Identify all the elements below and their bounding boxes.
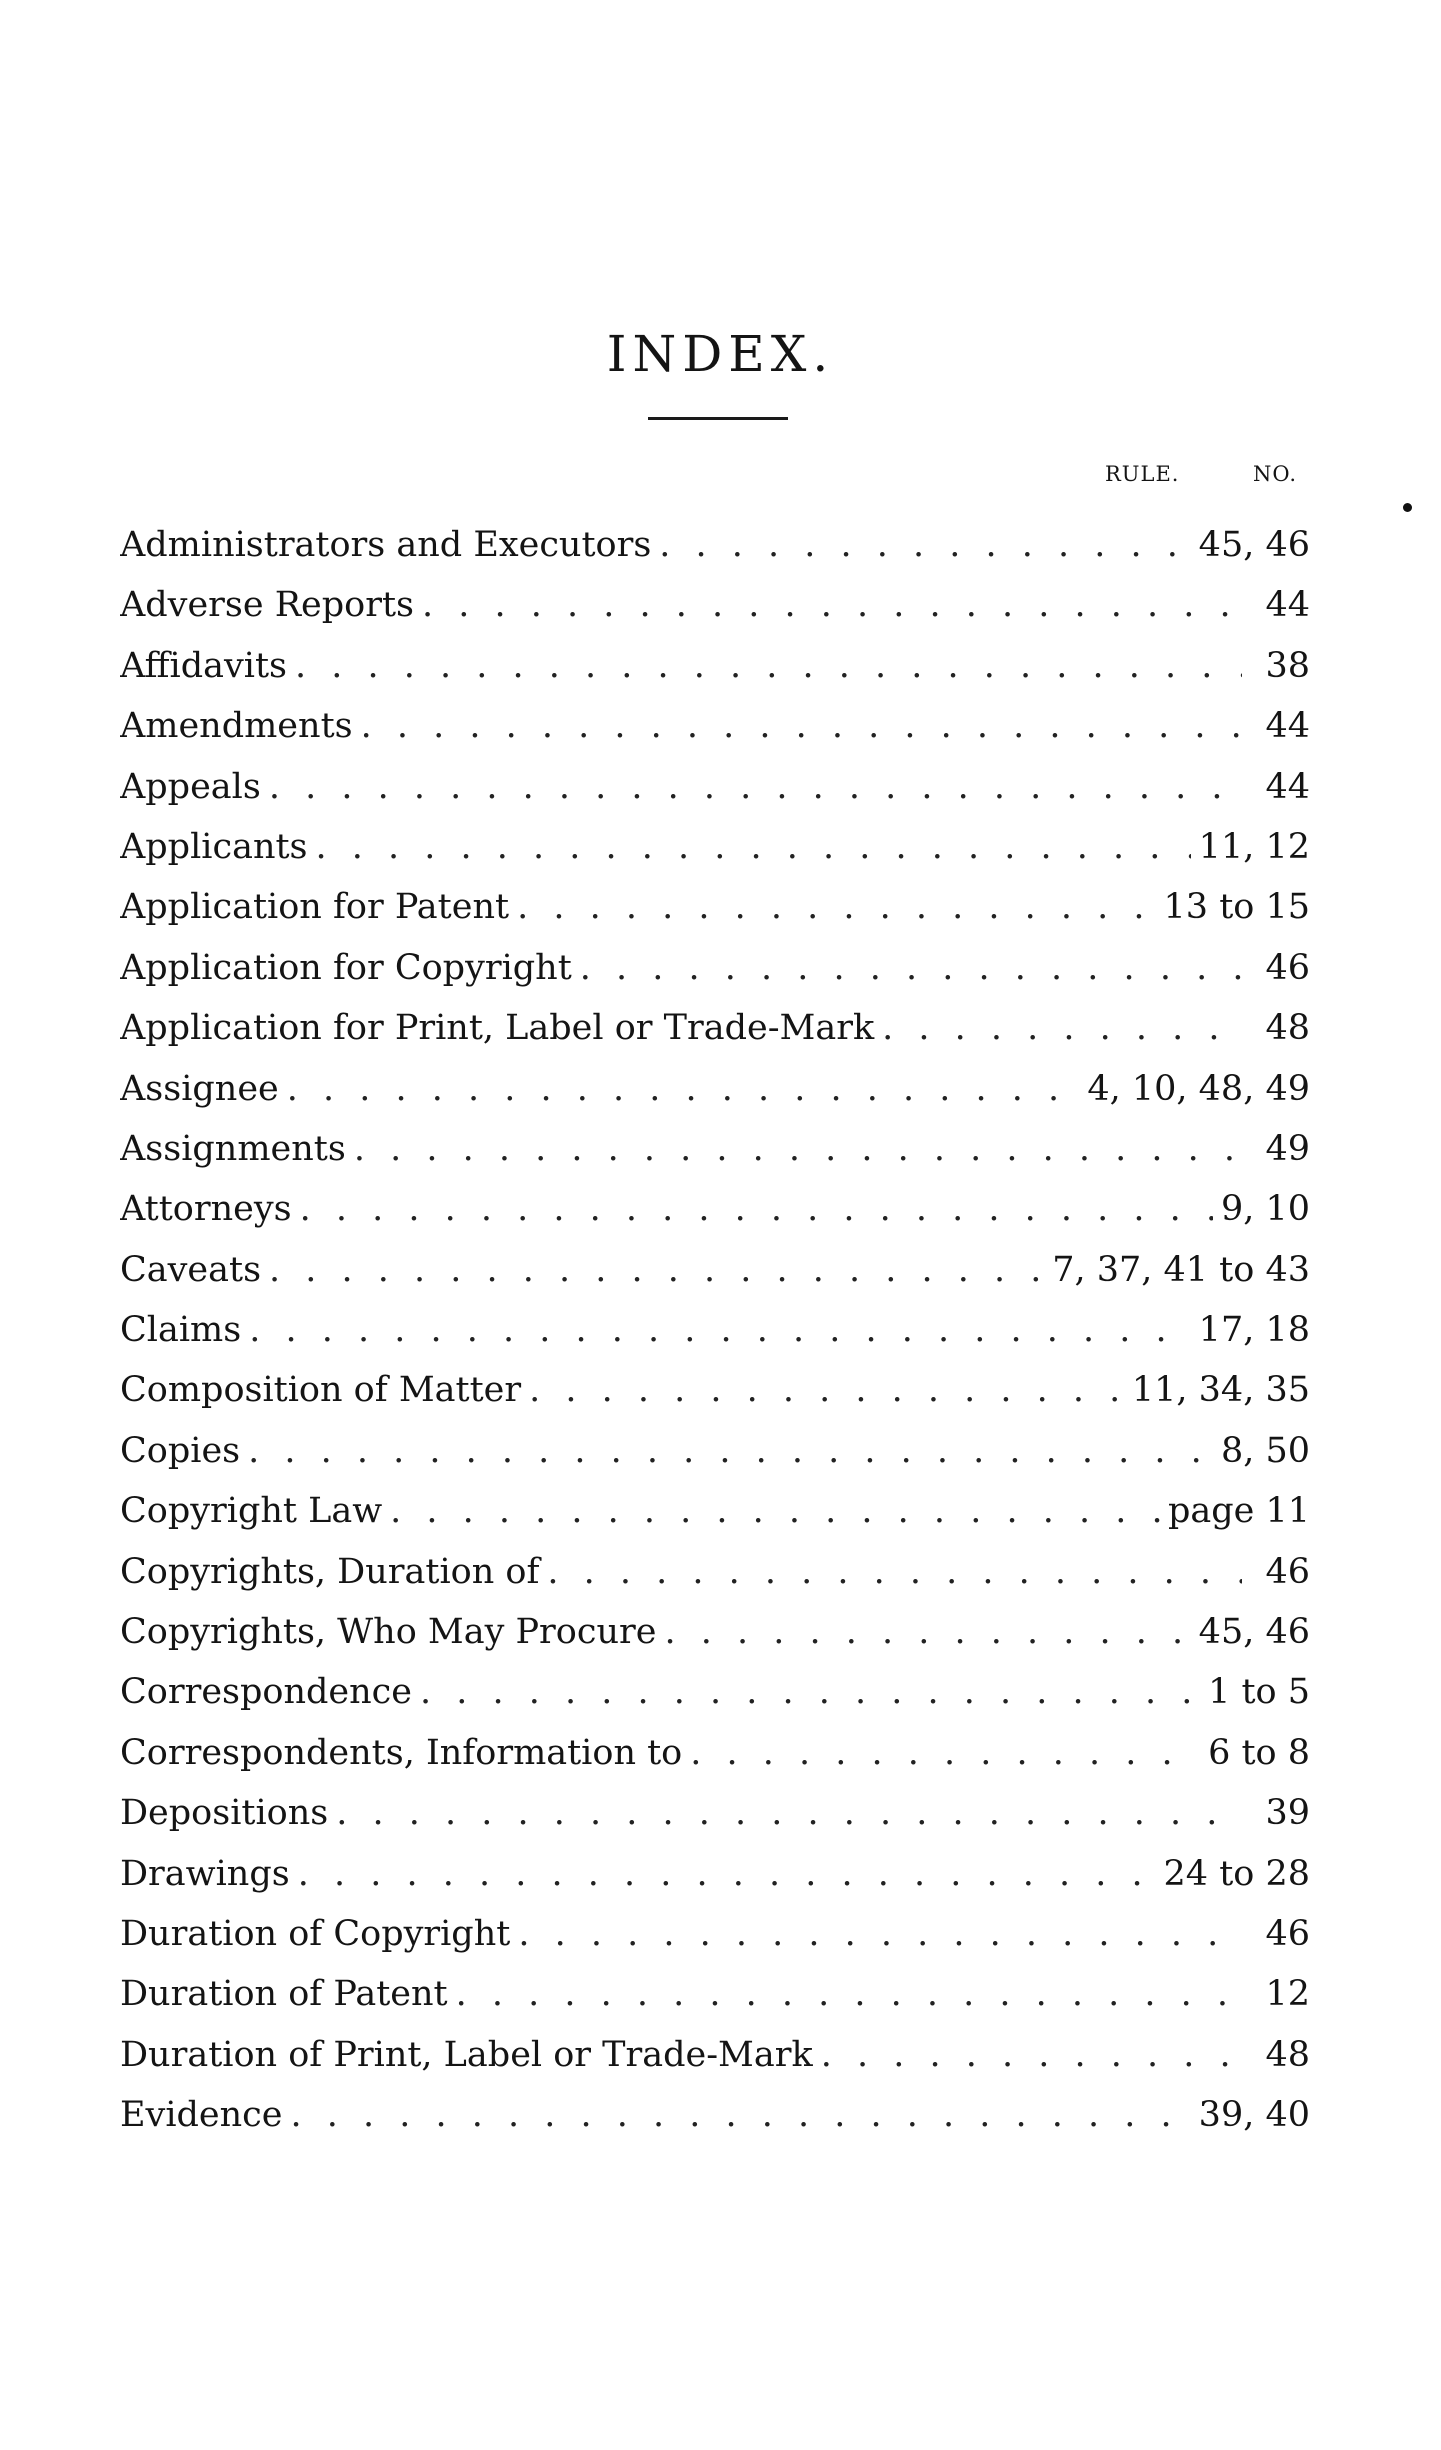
dot-leader — [269, 1240, 1044, 1300]
entry-term: Duration of Copyright — [120, 1913, 511, 1954]
entry-reference: 39 — [1265, 1793, 1310, 1834]
entry-reference: 48 — [1265, 2034, 1310, 2075]
index-entry — [120, 1481, 1310, 1541]
index-entry — [120, 1602, 1310, 1662]
entry-reference: 49 — [1265, 1128, 1310, 1169]
dot-leader — [659, 515, 1190, 575]
dot-leader — [248, 1421, 1213, 1481]
entry-term: Depositions — [120, 1793, 329, 1834]
entry-term: Duration of Patent — [120, 1974, 448, 2015]
entry-term: Assignments — [120, 1128, 346, 1169]
index-entry — [120, 1179, 1310, 1239]
title-divider — [648, 417, 788, 420]
index-entry — [120, 696, 1310, 756]
entry-term: Copies — [120, 1430, 241, 1471]
entry-reference: 7, 37, 41 to 43 — [1052, 1249, 1310, 1290]
index-entry — [120, 1059, 1310, 1119]
index-entry — [120, 1844, 1310, 1904]
dot-leader — [821, 2025, 1242, 2085]
entry-term: Assignee — [120, 1068, 279, 1109]
entry-term: Amendments — [120, 706, 353, 747]
dot-leader — [361, 696, 1242, 756]
entry-reference: 48 — [1265, 1008, 1310, 1049]
entry-reference: 6 to 8 — [1208, 1732, 1310, 1773]
dot-leader — [249, 1300, 1190, 1360]
index-entry — [120, 2085, 1310, 2145]
entry-term: Caveats — [120, 1249, 262, 1290]
index-entry — [120, 1421, 1310, 1481]
entry-term: Appeals — [120, 766, 261, 807]
entry-reference: 45, 46 — [1198, 1612, 1310, 1653]
entry-reference: 24 to 28 — [1163, 1853, 1310, 1894]
index-entry — [120, 817, 1310, 877]
dot-leader — [664, 1602, 1190, 1662]
entry-reference: 46 — [1265, 947, 1310, 988]
index-entry — [120, 1904, 1310, 1964]
entry-reference: 44 — [1265, 706, 1310, 747]
entry-reference: 1 to 5 — [1208, 1672, 1310, 1713]
index-entry — [120, 938, 1310, 998]
entry-reference: 44 — [1265, 766, 1310, 807]
entry-reference: 39, 40 — [1198, 2095, 1310, 2136]
dot-leader — [580, 938, 1242, 998]
entry-term: Duration of Print, Label or Trade-Mark — [120, 2034, 813, 2075]
dot-leader — [882, 998, 1242, 1058]
index-entry — [120, 757, 1310, 817]
column-headers — [0, 462, 1441, 498]
dot-leader — [295, 636, 1242, 696]
entry-reference: 9, 10 — [1220, 1189, 1310, 1230]
index-entry — [120, 1964, 1310, 2024]
index-entry — [120, 1300, 1310, 1360]
entry-term: Correspondents, Information to — [120, 1732, 683, 1773]
dot-leader — [690, 1723, 1200, 1783]
page-title: INDEX. — [606, 324, 835, 383]
dot-leader — [456, 1964, 1242, 2024]
index-entry — [120, 1723, 1310, 1783]
dot-leader — [269, 757, 1242, 817]
index-entries — [120, 515, 1310, 2146]
entry-reference: page 11 — [1167, 1491, 1310, 1532]
dot-leader — [422, 575, 1242, 635]
entry-term: Application for Print, Label or Trade-Mark — [120, 1008, 875, 1049]
entry-term: Correspondence — [120, 1672, 412, 1713]
entry-reference: 44 — [1265, 585, 1310, 626]
entry-term: Composition of Matter — [120, 1370, 522, 1411]
dot-leader — [316, 817, 1191, 877]
dot-leader — [420, 1662, 1200, 1722]
index-entry — [120, 636, 1310, 696]
entry-term: Claims — [120, 1310, 242, 1351]
dot-leader — [287, 1059, 1080, 1119]
rule-column-header: RULE. — [1105, 462, 1180, 486]
no-column-header: NO. — [1253, 462, 1298, 486]
entry-reference: 11, 34, 35 — [1131, 1370, 1310, 1411]
entry-term: Adverse Reports — [120, 585, 414, 626]
dot-leader — [298, 1844, 1156, 1904]
index-entry — [120, 1119, 1310, 1179]
entry-reference: 46 — [1265, 1551, 1310, 1592]
entry-term: Administrators and Executors — [120, 525, 652, 565]
dot-leader — [291, 2085, 1191, 2145]
dot-leader — [517, 877, 1155, 937]
entry-term: Copyrights, Duration of — [120, 1551, 540, 1592]
index-entry — [120, 1783, 1310, 1843]
entry-reference: 12 — [1265, 1974, 1310, 2015]
dot-leader — [354, 1119, 1242, 1179]
entry-reference: 8, 50 — [1220, 1430, 1310, 1471]
entry-term: Application for Patent — [120, 887, 510, 928]
entry-reference: 13 to 15 — [1163, 887, 1310, 928]
index-entry — [120, 1240, 1310, 1300]
dot-leader — [336, 1783, 1242, 1843]
dot-leader — [518, 1904, 1242, 1964]
index-entry — [120, 515, 1310, 575]
entry-term: Attorneys — [120, 1189, 292, 1230]
entry-reference: 38 — [1265, 645, 1310, 686]
index-entry — [120, 998, 1310, 1058]
dot-leader — [390, 1481, 1160, 1541]
entry-term: Copyrights, Who May Procure — [120, 1612, 657, 1653]
entry-reference: 46 — [1265, 1913, 1310, 1954]
index-entry — [120, 1360, 1310, 1420]
dot-leader — [547, 1542, 1242, 1602]
index-entry — [120, 877, 1310, 937]
ink-smudge — [1403, 503, 1412, 512]
entry-reference: 4, 10, 48, 49 — [1087, 1068, 1310, 1109]
dot-leader — [300, 1179, 1213, 1239]
index-entry — [120, 575, 1310, 635]
index-entry — [120, 1662, 1310, 1722]
entry-term: Affidavits — [120, 645, 287, 686]
entry-term: Evidence — [120, 2095, 283, 2136]
entry-reference: 17, 18 — [1198, 1310, 1310, 1351]
index-entry — [120, 2025, 1310, 2085]
entry-term: Drawings — [120, 1853, 290, 1894]
dot-leader — [529, 1360, 1124, 1420]
entry-term: Application for Copyright — [120, 947, 572, 988]
entry-term: Copyright Law — [120, 1491, 383, 1532]
entry-term: Applicants — [120, 826, 308, 867]
index-entry — [120, 1542, 1310, 1602]
entry-reference: 45, 46 — [1198, 525, 1310, 565]
entry-reference: 11, 12 — [1198, 826, 1310, 867]
